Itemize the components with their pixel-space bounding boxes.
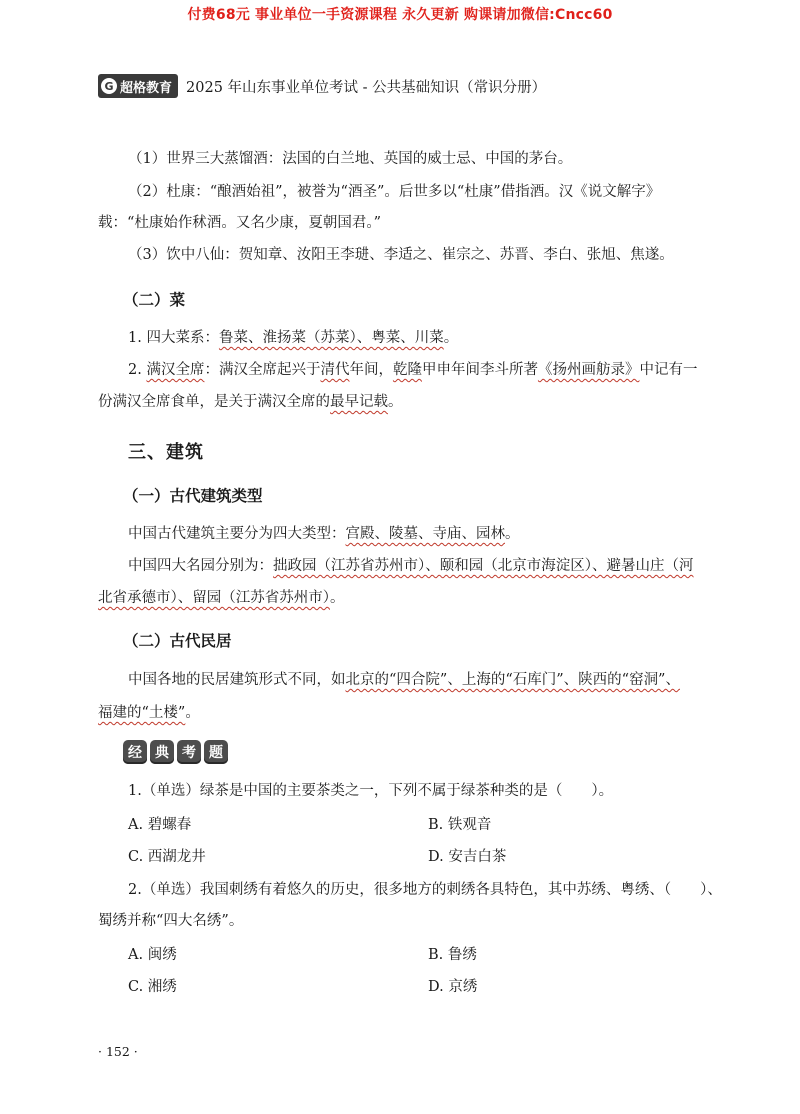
question-1: 1.（单选）绿茶是中国的主要茶类之一，下列不属于绿茶种类的是（ ）。 — [128, 783, 614, 799]
question-1-option-c: C. 西湖龙井 — [128, 849, 206, 865]
logo-text: 超格教育 — [120, 80, 173, 96]
emphasis: 北省承德市）、留园（江苏省苏州市） — [98, 590, 330, 606]
architecture-heading: 三、建筑 — [128, 442, 204, 463]
cuisine-paragraph-2 — [128, 360, 697, 380]
text: 2. — [128, 362, 147, 378]
dwellings-heading: （二）古代民居 — [123, 632, 232, 650]
emphasis: 乾隆 — [392, 362, 422, 378]
text: 。 — [388, 394, 403, 410]
question-2-option-d: D. 京绣 — [428, 979, 478, 995]
text: 。 — [505, 526, 520, 542]
question-2-option-a: A. 闽绣 — [128, 947, 177, 963]
page-header — [98, 74, 546, 98]
emphasis: 满汉全席 — [146, 362, 205, 378]
page-number: · 152 · — [98, 1044, 138, 1059]
classic-questions-badge — [123, 740, 228, 764]
badge-char: 考 — [177, 740, 201, 764]
text: 中国各地的民居建筑形式不同，如 — [128, 672, 346, 688]
text: 。 — [443, 330, 459, 346]
question-1-option-b: B. 铁观音 — [428, 817, 492, 833]
architecture-paragraph-2-line-2 — [98, 588, 345, 608]
text: 。 — [185, 705, 200, 721]
header-title: 2025 年山东事业单位考试 - 公共基础知识（常识分册） — [186, 79, 547, 96]
text: 中国四大名园分别为： — [128, 558, 273, 574]
text: 。 — [330, 590, 345, 606]
badge-char: 典 — [150, 740, 174, 764]
wine-item-1: （1）世界三大蒸馏酒：法国的白兰地、英国的威士忌、中国的茅台。 — [128, 151, 573, 167]
question-2-line-2: 蜀绣并称“四大名绣”。 — [98, 913, 244, 929]
publisher-logo — [98, 74, 178, 98]
text: 1. 四大菜系： — [128, 330, 219, 346]
logo-g-icon: G — [101, 78, 117, 94]
question-2-option-b: B. 鲁绣 — [428, 947, 477, 963]
emphasis: 宫殿、陵墓、寺庙、园林 — [345, 526, 505, 542]
text: ：满汉全席起兴于 — [204, 362, 321, 378]
badge-char: 经 — [123, 740, 147, 764]
question-2-option-c: C. 湘绣 — [128, 979, 177, 995]
text: 中国古代建筑主要分为四大类型： — [128, 526, 346, 542]
wine-item-3: （3）饮中八仙：贺知章、汝阳王李琎、李适之、崔宗之、苏晋、李白、张旭、焦遂。 — [128, 247, 674, 263]
architecture-types-heading: （一）古代建筑类型 — [123, 487, 263, 505]
emphasis: 拙政园（江苏省苏州市）、颐和园（北京市海淀区）、避暑山庄（河 — [273, 558, 694, 574]
cuisine-paragraph-2-line-2 — [98, 392, 403, 412]
question-1-option-a: A. 碧螺春 — [128, 817, 192, 833]
emphasis: 鲁菜、淮扬菜（苏菜）、粤菜、川菜 — [218, 330, 444, 346]
dwellings-paragraph-line-2 — [98, 703, 200, 723]
text: 年间， — [349, 362, 393, 378]
wine-item-2-line-1: （2）杜康：“酿酒始祖”，被誉为“酒圣”。后世多以“杜康”借指酒。汉《说文解字》 — [128, 184, 661, 200]
question-1-option-d: D. 安吉白茶 — [428, 849, 507, 865]
question-2-line-1: 2.（单选）我国刺绣有着悠久的历史，很多地方的刺绣各具特色，其中苏绣、粤绣、（ ）、 — [128, 882, 722, 898]
emphasis: 最早记载 — [330, 394, 388, 410]
emphasis: 福建的“土楼” — [98, 705, 186, 721]
cuisine-heading: （二）菜 — [123, 291, 186, 309]
emphasis: 清代 — [320, 362, 350, 378]
text: 份满汉全席食单，是关于满汉全席的 — [98, 394, 330, 410]
emphasis: 北京的“四合院”、上海的“石库门”、陕西的“窑洞”、 — [345, 672, 680, 688]
promo-banner: 付费68元 事业单位一手资源课程 永久更新 购课请加微信:Cncc60 — [187, 7, 613, 23]
architecture-paragraph-1 — [128, 524, 520, 544]
architecture-paragraph-2 — [128, 556, 694, 576]
wine-item-2-line-2: 载：“杜康始作秫酒。又名少康，夏朝国君。” — [98, 215, 382, 231]
emphasis: 《扬州画舫录》 — [537, 362, 640, 378]
text: 甲申年间李斗所著 — [421, 362, 538, 378]
text: 中记有一 — [639, 362, 698, 378]
badge-char: 题 — [204, 740, 228, 764]
dwellings-paragraph — [128, 670, 680, 690]
cuisine-paragraph-1 — [128, 328, 458, 348]
